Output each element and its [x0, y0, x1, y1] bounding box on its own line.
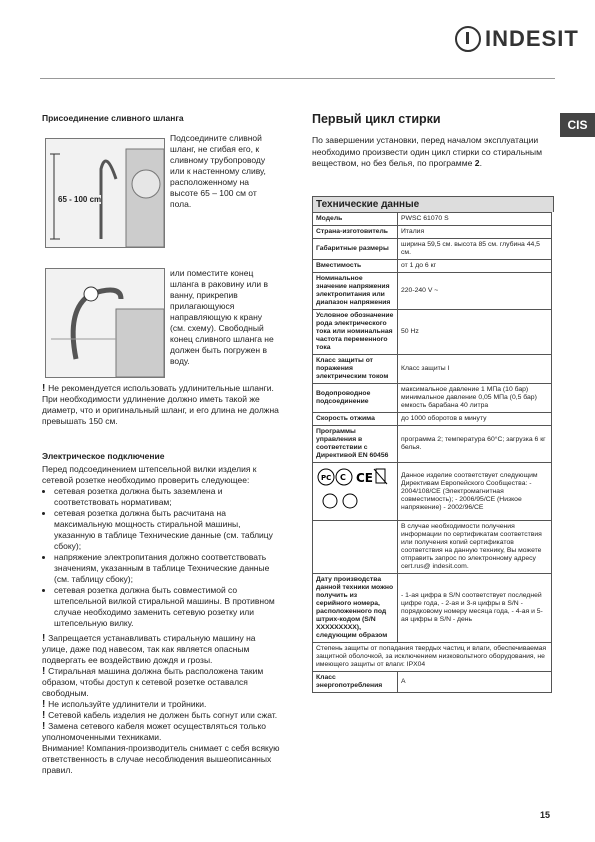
- spec-value: - 1-ая цифра в S/N соответствует последней цифре года, - 2-ая и 3-я цифры в S/N - порядковому номеру месяца года, - 4-ая и 5-ая цифры в S/N - день: [398, 574, 552, 643]
- table-row: [313, 355, 552, 384]
- electric-body: [42, 464, 282, 776]
- table-row: [313, 426, 552, 463]
- brand-logo: [455, 26, 579, 52]
- spec-key: Вместимость: [313, 260, 398, 273]
- warning-icon: !: [42, 383, 49, 394]
- electric-warning: [42, 699, 282, 710]
- language-tab: CIS: [560, 113, 595, 137]
- electric-warning: [42, 721, 282, 743]
- directives-text: Данное изделие соответствует следующим Директивам Европейского Сообщества: - 2004/108/CE (Электромагнитная совместимость); - 2006/95/CE (Низкое напряжение) - 2002/96/CE: [398, 463, 552, 521]
- sink-drain-icon: [46, 269, 164, 377]
- electric-warning: [42, 633, 282, 666]
- spec-table-grid: [312, 212, 552, 693]
- warning-text: Запрещается устанавливать стиральную машину на улице, даже под навесом, так как является опасным подвергать ее воздействию дождя и грозы.: [42, 633, 256, 665]
- spec-value: программа 2; температура 60°С; загрузка 6 кг белья.: [398, 426, 552, 463]
- spec-key: Модель: [313, 213, 398, 226]
- first-cycle-text-b: .: [479, 158, 482, 168]
- certification-marks-icon: [316, 465, 388, 515]
- spec-key: Дату производства данной техники можно получить из серийного номера, расположенного под штрих-кодом (S/N XXXXXXXXX), следующим образом: [313, 574, 398, 643]
- first-cycle-text: [312, 135, 552, 170]
- drain-wall-illustration: [45, 138, 165, 248]
- electric-intro: Перед подсоединением штепсельной вилки изделия к сетевой розетке необходимо проверить следующее:: [42, 464, 257, 485]
- drain-text-1: Подсоедините сливной шланг, не сгибая его, к сливному трубопроводу или к настенному сливу, расположенному на высоте 65 – 100 см от пола.: [170, 133, 266, 209]
- spec-value: от 1 до 6 кг: [398, 260, 552, 273]
- cert-marks: [313, 463, 398, 521]
- ip-rating-text: Степень защиты от попадания твердых частиц и влаги, обеспечиваемая защитной оболочкой, за исключением низковольтного оборудования, не имеющего защиты от влаги: IPX04: [313, 643, 552, 672]
- warning-icon: !: [42, 666, 49, 677]
- spec-key: Скорость отжима: [313, 413, 398, 426]
- table-row: [313, 521, 552, 574]
- warning-icon: !: [42, 721, 49, 732]
- table-row: [313, 672, 552, 693]
- warning-icon: !: [42, 633, 49, 644]
- drain-heading: Присоединение сливного шланга: [42, 113, 184, 123]
- wall-drain-icon: [46, 139, 164, 247]
- program-number: 2: [474, 158, 480, 168]
- spec-value: Класс защиты I: [398, 355, 552, 384]
- svg-text:CE: CE: [356, 471, 374, 485]
- list-item: • сетевая розетка должна быть расчитана на максимальную мощность стиральной машины, указанную в таблице Технические данные (см. таблицу сбоку);: [54, 508, 282, 552]
- spec-value: ширина 59,5 см. высота 85 см. глубина 44,5 см.: [398, 239, 552, 260]
- electric-heading: Электрическое подключение: [42, 451, 165, 461]
- electric-checklist: [42, 486, 282, 629]
- table-row: [313, 463, 552, 521]
- attention-text: Внимание! Компания-производитель снимает с себя всякую ответственность в случае несоблюдения вышеописанных правил.: [42, 743, 280, 775]
- spec-key: Габаритные размеры: [313, 239, 398, 260]
- table-row: [313, 384, 552, 413]
- first-cycle-heading: Первый цикл стирки: [312, 112, 441, 126]
- spec-value: PWSC 61070 S: [398, 213, 552, 226]
- table-row: [313, 239, 552, 260]
- drain-text-2: или поместите конец шланга в раковину или в ванну, прикрепив прилагающуюся направляющую к крану (см. схему). Свободный конец сливного шланга не должен быть погружен в воду.: [170, 268, 274, 366]
- spec-key: Класс энергопотребления: [313, 672, 398, 693]
- spec-table: [312, 196, 554, 693]
- spec-value: 220-240 V ~: [398, 273, 552, 310]
- spec-value: 50 Hz: [398, 310, 552, 355]
- header-divider: [40, 78, 555, 79]
- electric-warning: [42, 710, 282, 721]
- brand-name: INDESIT: [485, 26, 579, 51]
- drain-warning: [42, 383, 280, 427]
- spec-value: до 1000 оборотов в минуту: [398, 413, 552, 426]
- indesit-logo-icon: [455, 26, 481, 52]
- warning-text: Стиральная машина должна быть расположена таким образом, чтобы доступ к сетевой розетке оставался свободным.: [42, 666, 264, 698]
- spec-key: Номинальное значение напряжения электропитания или диапазон напряжения: [313, 273, 398, 310]
- spec-key: Программы управления в соответствии с Директивой EN 60456: [313, 426, 398, 463]
- spec-key: Условное обозначение рода электрического тока или номинальная частота переменного тока: [313, 310, 398, 355]
- table-row: [313, 413, 552, 426]
- svg-text:C: C: [340, 473, 346, 482]
- spec-value: максимальное давление 1 МПа (10 бар) минимальное давление 0,05 МПа (0,5 бар) емкость барабана 40 литра: [398, 384, 552, 413]
- spec-value: Италия: [398, 226, 552, 239]
- table-row: [313, 226, 552, 239]
- table-row: [313, 574, 552, 643]
- warning-text: Не используйте удлинители и тройники.: [48, 699, 207, 709]
- spec-value: A: [398, 672, 552, 693]
- list-item: • напряжение электропитания должно соответствовать значениям, указанным в таблице Технические данные (см. таблицу сбоку);: [54, 552, 282, 585]
- page-number: 15: [539, 810, 550, 820]
- drain-warning-text: Не рекомендуется использовать удлинительные шланги. При необходимости удлинение должно иметь такой же диаметр, что и оригинальный шланг, и его длина не должна превышать 150 см.: [42, 383, 279, 426]
- height-dimension-label: 65 - 100 cm: [58, 195, 102, 204]
- electric-warning: [42, 666, 282, 699]
- warning-text: Замена сетевого кабеля может осуществляться только уполномоченными техниками.: [42, 721, 267, 742]
- svg-text:PC: PC: [321, 474, 332, 482]
- spec-key: Водопроводное подсоединение: [313, 384, 398, 413]
- warning-text: Сетевой кабель изделия не должен быть согнут или сжат.: [48, 710, 278, 720]
- warning-icon: !: [42, 699, 49, 710]
- table-row: [313, 273, 552, 310]
- first-cycle-text-a: По завершении установки, перед началом эксплуатации необходимо произвести один цикл стирки со стиральным веществом, но без белья, по программе: [312, 135, 542, 168]
- spec-key: Класс защиты от поражения электрическим током: [313, 355, 398, 384]
- certs-text: В случае необходимости получения информации по сертификатам соответствия или получения копий сертификатов соответствия на данную технику, Вы можете отправить запрос по электронному адресу cert.rus@ indesit.com.: [398, 521, 552, 574]
- table-row: [313, 260, 552, 273]
- table-row: [313, 213, 552, 226]
- warning-icon: !: [42, 710, 49, 721]
- table-row: [313, 643, 552, 672]
- spec-key: Страна-изготовитель: [313, 226, 398, 239]
- drain-sink-illustration: [45, 268, 165, 378]
- list-item: • сетевая розетка должна быть совместимой со штепсельной вилкой стиральной машины. В противном случае необходимо заменить сетевую розетку или штепсельную вилку.: [54, 585, 282, 629]
- list-item: • сетевая розетка должна быть заземлена и соответствовать нормативам;: [54, 486, 282, 508]
- table-row: [313, 310, 552, 355]
- spec-key-empty: [313, 521, 398, 574]
- spec-table-heading: Технические данные: [312, 196, 554, 212]
